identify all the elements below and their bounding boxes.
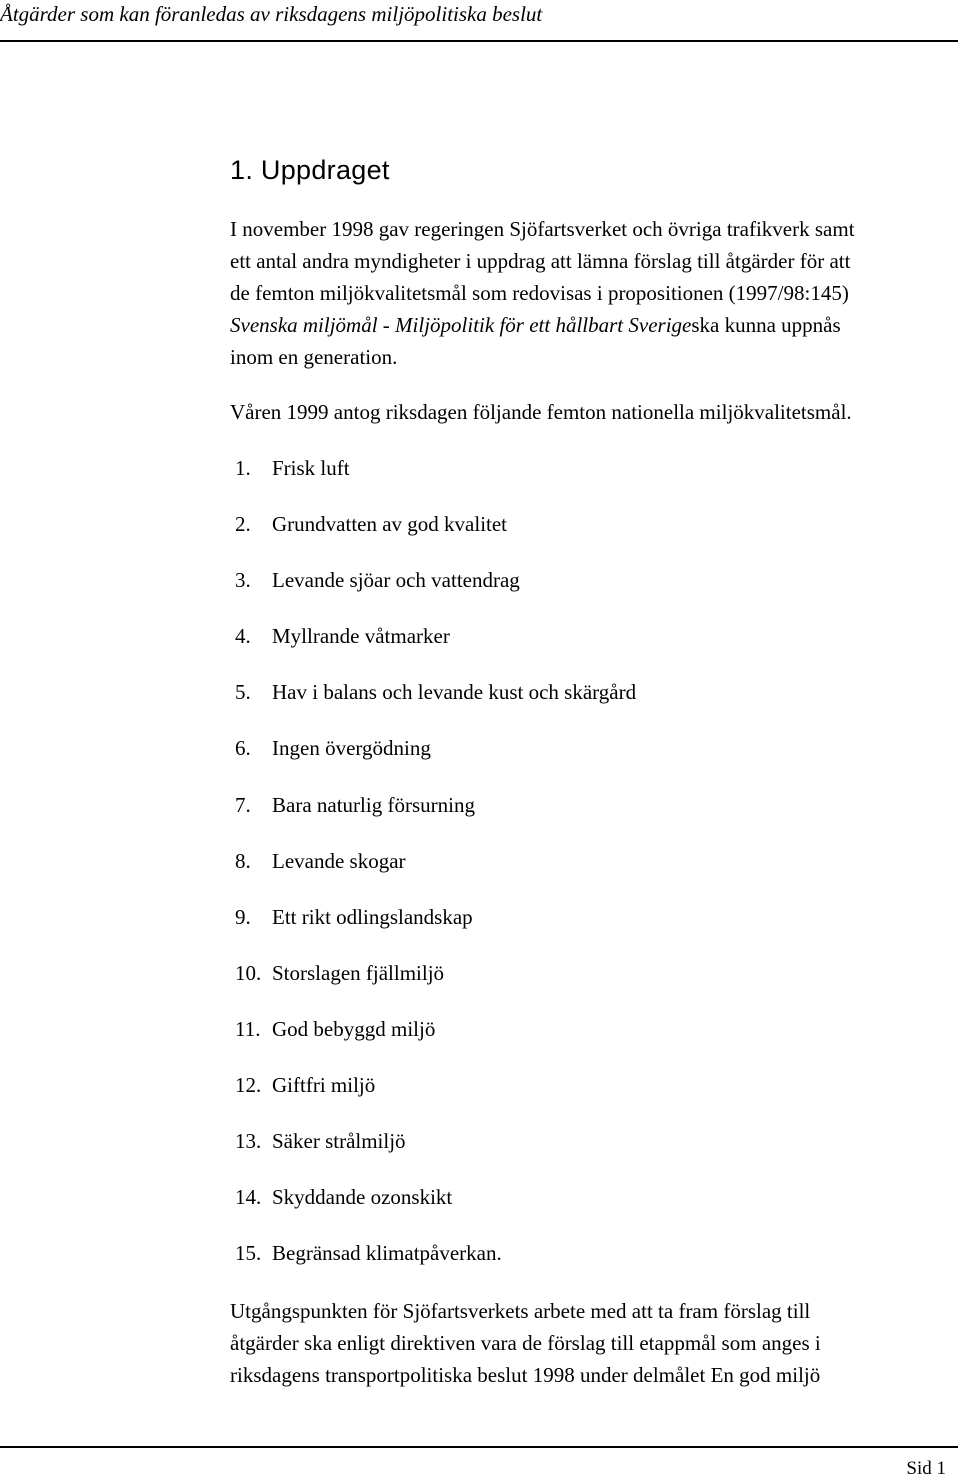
goal-label: Storslagen fjällmiljö (272, 960, 445, 985)
goal-item (230, 676, 636, 732)
intro-line (230, 309, 950, 341)
header-divider (0, 40, 958, 42)
section-heading: 1. Uppdraget (230, 155, 390, 185)
goal-item (230, 1013, 636, 1069)
closing-line: riksdagens transportpolitiska beslut 1998 under delmålet En god miljö (230, 1363, 821, 1387)
proposition-title: Svenska miljömål - Miljöpolitik för ett hållbart Sverige (230, 313, 692, 337)
goal-item (230, 1181, 636, 1237)
goal-label: Frisk luft (272, 456, 350, 480)
goal-item (230, 1125, 636, 1181)
goal-item (230, 564, 636, 620)
goal-item (230, 508, 636, 564)
goal-item (230, 789, 636, 845)
goal-number: 3. (235, 568, 251, 593)
goal-number: 4. (235, 624, 251, 649)
goal-number: 9. (235, 904, 251, 929)
goal-label: Ingen övergödning (272, 736, 431, 761)
goal-number: 11. (235, 1016, 261, 1041)
page-number: Sid 1 (906, 1458, 946, 1479)
goal-number: 2. (235, 512, 251, 537)
goal-item (230, 957, 636, 1013)
goal-label: God bebyggd miljö (272, 1016, 436, 1041)
goal-number: 5. (235, 680, 251, 705)
goal-label: Ett rikt odlingslandskap (272, 904, 473, 929)
intro-line: inom en generation. (230, 345, 398, 369)
closing-line: åtgärder ska enligt direktiven vara de förslag till etappmål som anges i (230, 1331, 821, 1355)
goal-number: 7. (235, 792, 251, 817)
goal-item (230, 901, 636, 957)
goal-label: Giftfri miljö (272, 1073, 376, 1098)
goal-label: Säker strålmiljö (272, 1129, 406, 1154)
closing-paragraph (230, 1295, 821, 1391)
goal-label: Skyddande ozonskikt (272, 1185, 453, 1210)
goal-number: 8. (235, 848, 251, 873)
goal-item (230, 845, 636, 901)
goal-item (230, 620, 636, 676)
goal-label: Levande skogar (272, 848, 406, 873)
goal-label: Begränsad klimatpåverkan. (272, 1241, 502, 1266)
running-header-title: Åtgärder som kan föranledas av riksdagens miljöpolitiska beslut (0, 2, 543, 26)
goal-item (230, 1237, 636, 1293)
goal-number: 12. (235, 1073, 262, 1098)
intro-line: I november 1998 gav regeringen Sjöfartsverket och övriga trafikverk samt (230, 217, 855, 241)
goal-number: 14. (235, 1185, 262, 1210)
goal-number: 15. (235, 1241, 262, 1266)
closing-line: Utgångspunkten för Sjöfartsverkets arbete med att ta fram förslag till (230, 1299, 811, 1323)
intro-line: ett antal andra myndigheter i uppdrag att lämna förslag till åtgärder för att (230, 249, 851, 273)
goal-label: Bara naturlig försurning (272, 792, 475, 817)
goal-label: Grundvatten av god kvalitet (272, 512, 508, 537)
goal-number: 10. (235, 960, 262, 985)
goal-label: Hav i balans och levande kust och skärgård (272, 680, 637, 705)
goal-item (230, 1069, 636, 1125)
goal-item (230, 452, 636, 508)
goal-number: 6. (235, 736, 251, 761)
adoption-paragraph: Våren 1999 antog riksdagen följande femton nationella miljökvalitetsmål. (230, 400, 852, 424)
intro-paragraph (230, 213, 950, 373)
intro-line-continuation: ska kunna uppnås (691, 313, 841, 337)
intro-line: de femton miljökvalitetsmål som redovisas i propositionen (1997/98:145) (230, 281, 849, 305)
footer-divider (0, 1446, 958, 1448)
goal-number: 13. (235, 1129, 262, 1154)
goal-label: Myllrande våtmarker (272, 624, 450, 649)
goal-label: Levande sjöar och vattendrag (272, 568, 520, 593)
goal-item (230, 732, 636, 788)
environmental-goals-list (230, 452, 636, 1293)
goal-number: 1. (235, 456, 251, 480)
